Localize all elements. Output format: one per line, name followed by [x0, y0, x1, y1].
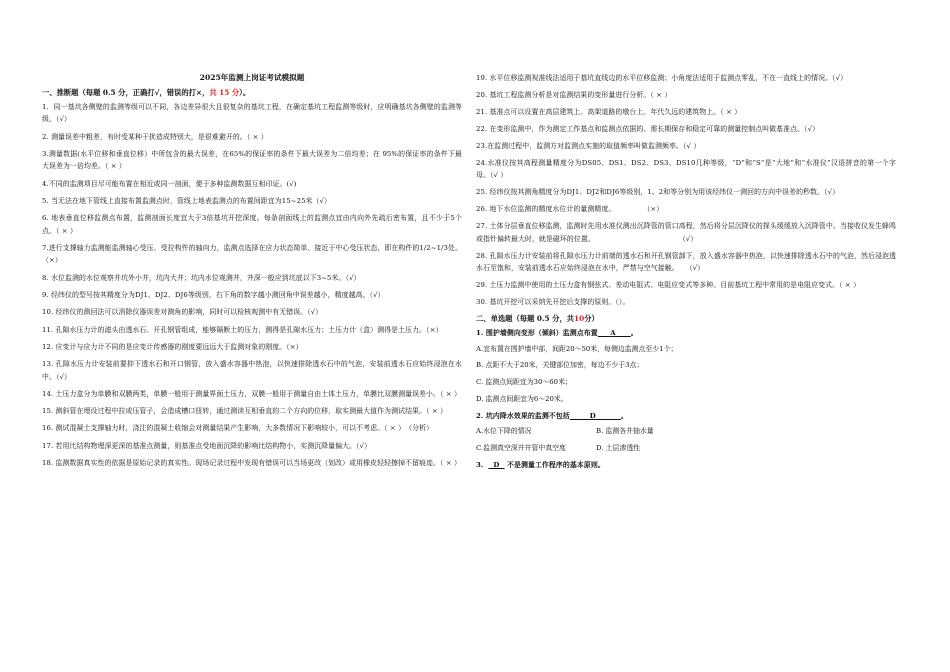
question-item: 28. 孔隙水压力计安装前将孔隙水压力计前端的透水石和开孔钢管卸下，放入盛水容器中热泡，以快速排除透水石中的气泡，然后浸泡透水石至饱和，安装前透水石应始终浸泡在水中，严禁与空气接触。 （√）: [476, 251, 896, 273]
question-item: 17. 若用比结构物埋深更深的基准点测量，则基准点受地面沉降的影响比结构物小，实测沉降量偏大。（√）: [42, 441, 372, 450]
mc-question-3: 3. D 不是测量工作程序的基本原则。: [476, 460, 605, 469]
question-item: 1．同一基坑各侧壁的监测等级可以不同，各边差异很大且很复杂的基坑工程，在确定基坑工程监测等级时，应明确基坑各侧壁的监测等级。（√）: [42, 103, 462, 124]
mc2-option-a: A.水位下降的情况: [476, 427, 532, 436]
question-item: 6. 地表垂直位移监测点布置，监测剖面长度宜大于3倍基坑开挖深度。每条剖面线上的监测点宜由内向外先疏后密布置，且不少于5个点。（ × ）: [42, 214, 462, 235]
question-item: 16. 测试混凝土支撑轴力时，浇注的混凝土收缩会对测量结果产生影响，大多数情况下影响较小，可以不考虑。（ × ） （分析）: [42, 424, 434, 433]
question-item: 2. 测量误差中粗差，有时受某种干扰造成特别大，是很难避开的。（ × ）: [42, 132, 268, 141]
question-item: 26. 地下水位监测的精度水位计的量测精度。 （×）: [476, 205, 664, 214]
answer-blank: D: [589, 411, 596, 420]
mc2-option-d: D. 土层渗透性: [596, 444, 641, 453]
question-item: 11. 孔隙水压力计的滤头由透水石、开孔钢管组成，能够隔断土的压力，测得是孔隙水压力；土压力计（盒）测得是土压力。（×）: [42, 325, 443, 334]
mc-question-1: 1. 围护墙侧向变形（倾斜）监测点布置 A 。: [476, 329, 638, 338]
answer-blank: D: [493, 460, 500, 469]
question-item: 9. 经纬仪的型号按其精度分为DJ1、DJ2、DJ6等级别，右下角的数字越小测回角中误差越小，精度越高。（√）: [42, 291, 385, 299]
mc1-option-b: B. 点距不大于20米，关键部位加密，每边不少于3点；: [476, 361, 644, 370]
question-item: 23.在监测过程中，监测方对监测点实施的取值频率叫做监测频率。（√ ）: [476, 142, 701, 150]
section-heading-single-choice: 二、单选题（每题 0.5 分，共10分）: [476, 314, 599, 324]
question-item: 7.进行支撑轴力监测能监测轴心受压、受拉构件的轴向力，监测点选择在应力状态简单、接近于中心受压状态，即在构件的1/2~1/3处。（×）: [42, 244, 462, 265]
question-item: 12. 应变计与应力计不同的是应变计传感器的刚度要远远大于监测对象的刚度。（×）: [42, 342, 303, 351]
question-item: 3.测量数据(水平位移和垂直位移）中所包含的最大误差，在65%的保证率的条件下最大误差为二倍均差；在 95%的保证率的条件下最大误差为一倍均差。（ × ）: [42, 150, 462, 171]
mc1-option-c: C. 监测点间距宜为30～60米；: [476, 378, 572, 387]
question-item: 27. 土体分层垂直位移监测，监测时先用水准仪测出沉降管的管口高程，然后将分层沉降仪的探头缓缓放入沉降管中。当接收仪发生蜂鸣或指针偏转最大时，就是磁环的位置。 （√）: [476, 222, 896, 243]
right-column: [476, 72, 896, 476]
question-item: 19. 水平位移监测视准线法适用于基坑直线边的水平位移监测；小角度法适用于监测点零乱，不在一直线上的情况。（√）: [476, 74, 848, 82]
question-item: 22. 在变形监测中，作为测定工作基点和监测点依据的、需长期保存和稳定可靠的测量控制点叫做基准点。（√）: [476, 125, 820, 133]
question-item: 5. 当无法在地下管线上直接布置监测点时，管线上地表监测点的布置间距宜为15~25米（√）: [42, 197, 332, 205]
mc2-options-row-2: [476, 442, 896, 454]
section-heading-judgment: 一、推断题（每题 0.5 分，正确打√，错误的打×，共 15 分）。: [42, 88, 251, 97]
question-item: 24.水准仪按其高程测量精度分为DS05、DS1、DS2、DS3、DS10几种等级，“D”和“S”是“大地”和“水准仪”汉语拼音的第一个字母。（√ ）: [476, 159, 896, 180]
question-item: 21. 基准点可以设置在高层建筑上、高架道路的墩台上、年代久远的建筑物上。（ × ）: [476, 108, 742, 116]
mc1-option-a: A.宜布置在围护墙中部，间距20～50米，每侧边监测点至少1个；: [476, 344, 678, 353]
question-item: 18. 监测数据真实性的依据是原始记录的真实性。现场记录过程中发现有错误可以当场更改（划改）或用橡皮轻轻擦掉不留痕迹。（ × ）: [42, 459, 462, 468]
judgment-list-left: [42, 101, 462, 469]
question-item: 8. 水位监测的水位观察井坑外小井，坑内大井；坑内水位观测井，井深一般应到坑底以下3~5米。（√）: [42, 273, 361, 282]
mc-question-2: 2. 坑内降水效果的监测不包括 D 。: [476, 411, 628, 420]
mc2-option-c: C.监测真空深井井管中真空度: [476, 444, 566, 453]
left-column: [42, 72, 462, 474]
question-item: 25. 经纬仪按其测角精度分为DJ1、DJ2和DJ6等级别，1、2和等分别为用该经纬仪一测回的方向中误差的秒数。（√）: [476, 188, 840, 197]
answer-blank: A: [610, 329, 616, 338]
question-item: 10. 经纬仪的测回法可以消除仪器误差对测角的影响，同时可以检核观测中有无错误。（√）: [42, 308, 323, 317]
question-item: 30. 基坑开挖可以采纳先开挖后支撑的原则。（）。: [476, 298, 630, 307]
mc2-options-row-1: [476, 425, 896, 437]
question-item: 13. 孔隙水压力计安装前要抑下透水石和开口钢管，放入盛水容器中热泡，以快速排除透水石中的气泡，安装前透水石应始终浸泡在水中。（√）: [42, 360, 462, 381]
page-title: 2025年监测上岗证考试模拟题: [199, 73, 305, 82]
question-item: 4.不同的监测项目尽可能布置在相近或同一剖面，便于多种监测数据互相印证。(√): [42, 179, 297, 188]
mc1-option-d: D. 监测点间距宜为6～20米。: [476, 395, 568, 404]
question-item: 29. 土压力监测中使用的土压力盒有钢弦式、差动电阻式、电阻应变式等多种。目前基坑工程中常用的是电阻应变式。（ × ）: [476, 281, 861, 290]
judgment-list-right: [476, 72, 896, 309]
question-item: 15. 测斜管在埋设过程中拉或压管子，会造成槽口扭转，通过测读互相垂直的二个方向的位移，取实测最大值作为测试结果。（ × ）: [42, 407, 448, 416]
question-item: 20. 基坑工程监测分析是对监测结果的变形量进行分析。（ × ）: [476, 91, 672, 99]
mc2-option-b: B. 监测各井抽水量: [596, 427, 654, 436]
question-item: 14. 土压力盒分为单膜和双膜两类，单膜一般用于测量界面土压力，双膜一般用于测量自由土体土压力，单膜比双膜测量误差小。（ × ）: [42, 389, 462, 398]
